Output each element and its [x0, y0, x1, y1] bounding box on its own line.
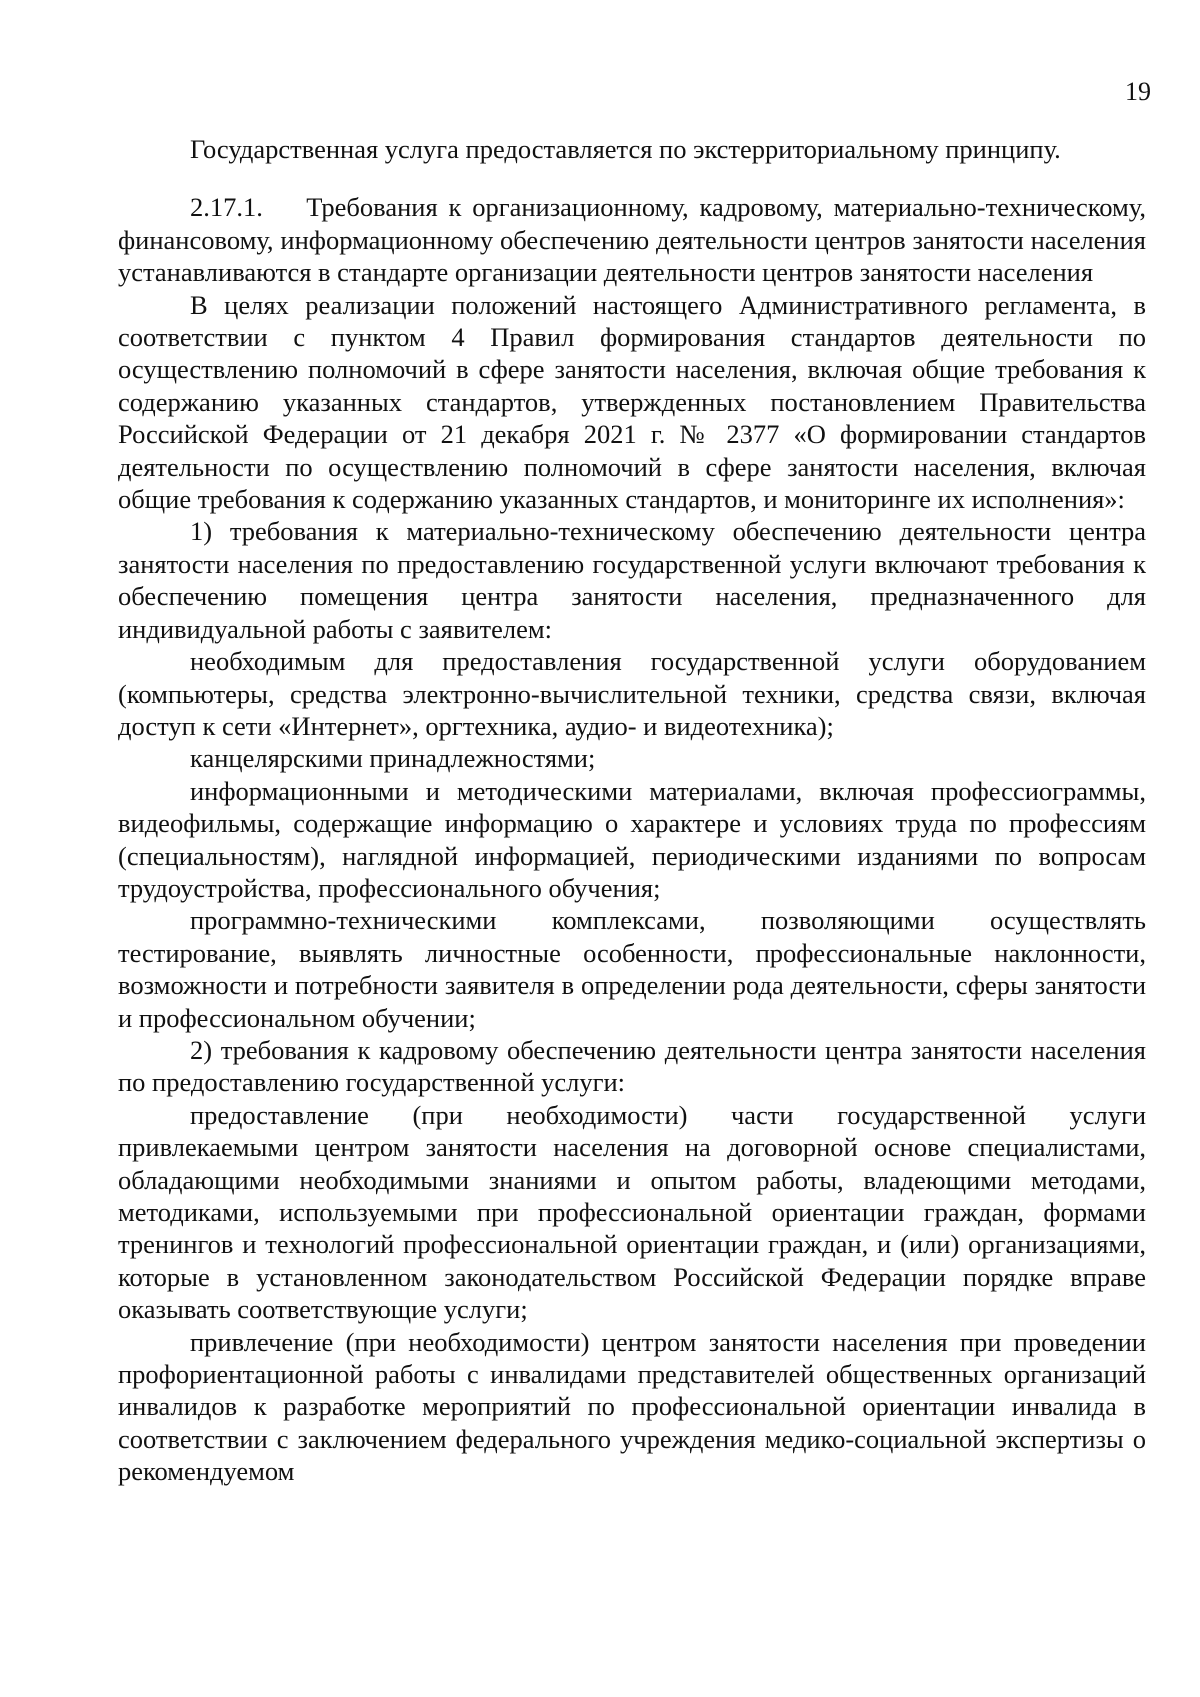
document-body: [118, 133, 1146, 1488]
paragraph: 1) требования к материально-техническому обеспечению деятельности центра занятости населения по предоставлению государственной услуги включают требования к обеспечению помещения центра занятости населения, предназначенного для индивидуальной работы с заявителем:: [118, 516, 1146, 644]
paragraph: предоставление (при необходимости) части государственной услуги привлекаемыми центром занятости населения на договорной основе специалистами, обладающими необходимыми знаниями и опытом работы, владеющими методами, методиками, используемыми при профессиональной ориентации граждан, формами тренингов и технологий профессиональной ориентации граждан, и (или) организациями, которые в установленном законодательством Российской Федерации порядке вправе оказывать соответствующие услуги;: [118, 1099, 1146, 1325]
paragraph: Государственная услуга предоставляется по экстерриториальному принципу.: [190, 134, 1061, 164]
paragraph: канцелярскими принадлежностями;: [190, 743, 596, 774]
paragraph: В целях реализации положений настоящего Административного регламента, в соответствии с пунктом 4 Правил формирования стандартов деятельности по осуществлению полномочий в сфере занятости населения, включая общие требования к содержанию указанных стандартов, утвержденных постановлением Правительства Российской Федерации от 21 декабря 2021 г. № 2377 «О формировании стандартов деятельности по осуществлению полномочий в сфере занятости населения, включая общие требования к содержанию указанных стандартов, и мониторинге их исполнения»:: [118, 289, 1146, 515]
page-number: 19: [1125, 77, 1151, 106]
paragraph: 2) требования к кадровому обеспечению деятельности центра занятости населения по предоставлению государственной услуги:: [118, 1034, 1146, 1098]
paragraph: привлечение (при необходимости) центром занятости населения при проведении профориентационной работы с инвалидами представителей общественных организаций инвалидов к разработке мероприятий по профессиональной ориентации инвалида в соответствии с заключением федерального учреждения медико-социальной экспертизы о рекомендуемом: [118, 1326, 1146, 1487]
paragraph: необходимым для предоставления государственной услуги оборудованием (компьютеры, средства электронно-вычислительной техники, средства связи, включая доступ к сети «Интернет», оргтехника, аудио- и видеотехника);: [118, 646, 1146, 741]
paragraph: 2.17.1. Требования к организационному, кадровому, материально-техническому, финансовому, информационному обеспечению деятельности центров занятости населения устанавливаются в стандарте организации деятельности центров занятости населения: [118, 192, 1146, 288]
paragraph: информационными и методическими материалами, включая профессиограммы, видеофильмы, содержащие информацию о характере и условиях труда по профессиям (специальностям), наглядной информацией, периодическими изданиями по вопросам трудоустройства, профессионального обучения;: [118, 775, 1146, 903]
paragraph: программно-техническими комплексами, позволяющими осуществлять тестирование, выявлять личностные особенности, профессиональные наклонности, возможности и потребности заявителя в определении рода деятельности, сферы занятости и профессиональном обучении;: [118, 905, 1146, 1033]
